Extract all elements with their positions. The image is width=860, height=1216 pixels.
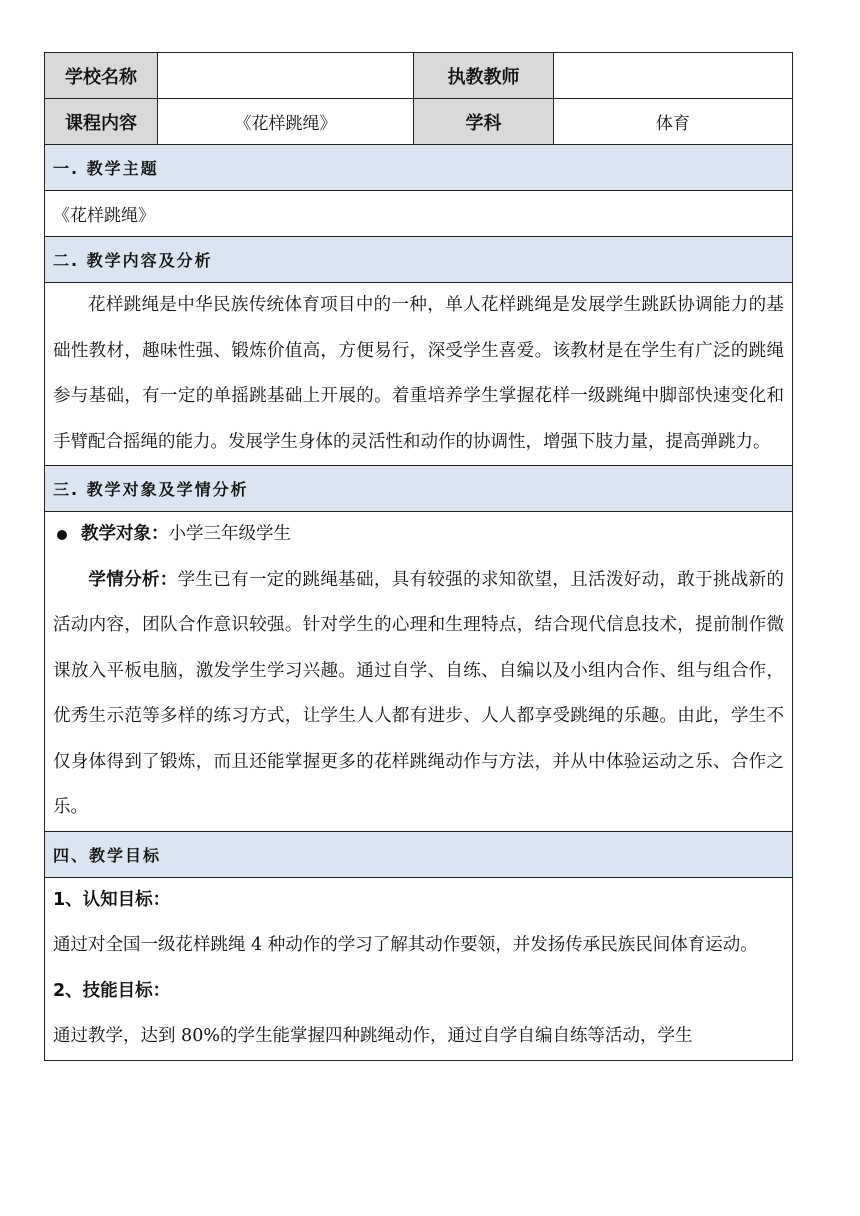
teaching-object-value: 小学三年级学生 [168,524,291,544]
section-2-content-row [45,283,793,466]
section-2-content [45,283,793,466]
lesson-plan-sheet [44,52,792,1061]
section-4-content-row [45,877,793,1060]
teaching-object-line [53,512,784,558]
analysis-paragraph [53,558,784,831]
section-3-content-row [45,512,793,832]
goal-1-text: 通过对全国一级花样跳绳 4 种动作的学习了解其动作要领，并发扬传承民族民间体育运动。 [53,935,758,955]
section-1-title: 一. 教学主题 [45,145,793,191]
bullet-icon [57,530,67,540]
analysis-label: 学情分析： [88,569,178,590]
section-3-title-row [45,466,793,512]
goal-1-label: 1、认知目标： [53,889,171,910]
section-2-paragraph: 花样跳绳是中华民族传统体育项目中的一种，单人花样跳绳是发展学生跳跃协调能力的基础性教材，趣味性强、锻炼价值高，方便易行，深受学生喜爱。该教材是在学生有广泛的跳绳参与基础，有一定的单摇跳基础上开展的。着重培养学生掌握花样一级跳绳中脚部快速变化和手臂配合摇绳的能力。发展学生身体的灵活性和动作的协调性，增强下肢力量，提高弹跳力。 [53,295,784,452]
section-2-title-row [45,237,793,283]
section-1-content: 《花样跳绳》 [45,191,793,237]
teacher-value [554,53,793,99]
school-name-label: 学校名称 [45,53,158,99]
course-value: 《花样跳绳》 [158,99,414,145]
lesson-plan-table [44,52,793,1061]
teacher-label: 执教教师 [414,53,554,99]
section-1-title-row [45,145,793,191]
section-1-content-row [45,191,793,237]
school-name-value [158,53,414,99]
header-row-course [45,99,793,145]
subject-value: 体育 [554,99,793,145]
goal-2-label: 2、技能目标： [53,980,171,1001]
section-4-content [45,877,793,1060]
analysis-value: 学生已有一定的跳绳基础，具有较强的求知欲望，且活泼好动，敢于挑战新的活动内容，团队合作意识较强。针对学生的心理和生理特点，结合现代信息技术，提前制作微课放入平板电脑，激发学生学习兴趣。通过自学、自练、自编以及小组内合作、组与组合作，优秀生示范等多样的练习方式，让学生人人都有进步、人人都享受跳绳的乐趣。由此，学生不仅身体得到了锻炼，而且还能掌握更多的花样跳绳动作与方法，并从中体验运动之乐、合作之乐。 [53,569,784,817]
subject-label: 学科 [414,99,554,145]
header-row-school [45,53,793,99]
section-3-title: 三. 教学对象及学情分析 [45,466,793,512]
teaching-object-label: 教学对象： [81,524,169,544]
section-3-content [45,512,793,832]
section-4-title-row [45,831,793,877]
section-4-title: 四、教学目标 [45,831,793,877]
goal-2-text: 通过教学，达到 80%的学生能掌握四种跳绳动作，通过自学自编自练等活动，学生 [53,1026,693,1046]
course-label: 课程内容 [45,99,158,145]
section-2-title: 二. 教学内容及分析 [45,237,793,283]
